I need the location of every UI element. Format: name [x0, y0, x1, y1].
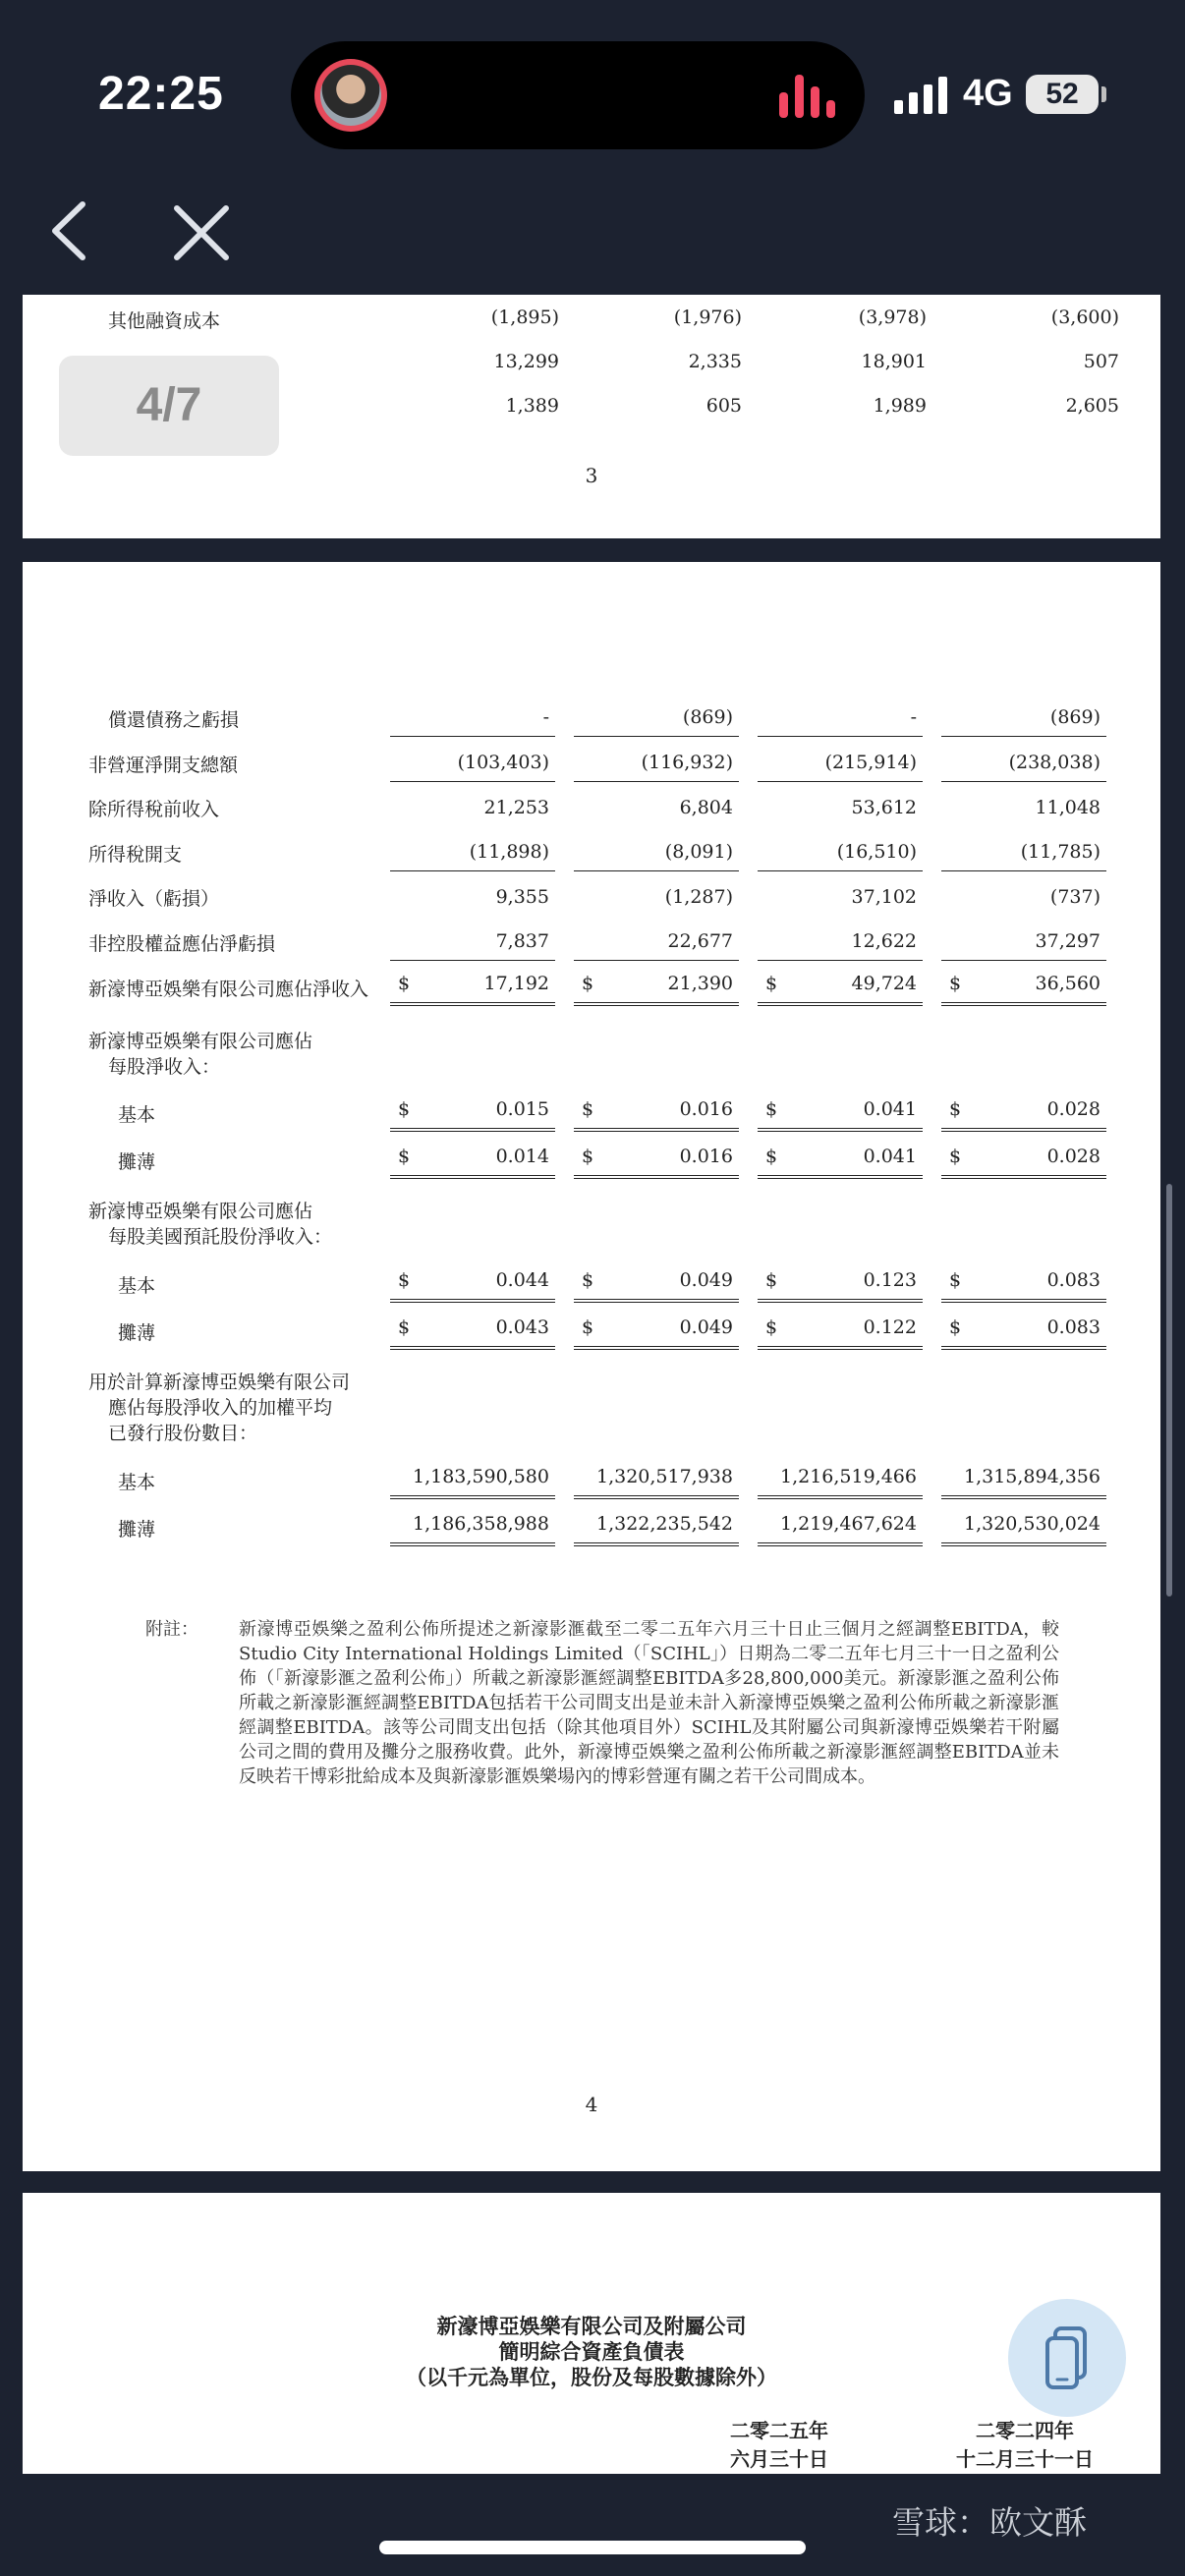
cell-value: -	[542, 706, 549, 728]
row-label: 所得稅開支	[88, 844, 183, 866]
cell-value: (8,091)	[664, 841, 733, 863]
cell-value: 605	[705, 395, 742, 417]
scrollbar[interactable]	[1166, 1184, 1172, 1596]
watermark: 雪球：欧文酥	[892, 2503, 1087, 2542]
back-button[interactable]	[43, 196, 102, 265]
table-row	[23, 787, 1160, 826]
cell-value: 2,335	[688, 351, 742, 372]
cell-value: 13,299	[493, 351, 559, 372]
cell-value: 11,048	[1035, 797, 1100, 818]
cell-value: 0.015	[495, 1098, 549, 1120]
heading-line: 應佔每股淨收入的加權平均	[108, 1397, 333, 1419]
currency-symbol: $	[398, 1146, 411, 1167]
cell-value: 37,297	[1035, 930, 1100, 952]
cell-value: 0.016	[679, 1098, 733, 1120]
row-label: 新濠博亞娛樂有限公司應佔淨收入	[88, 979, 369, 1000]
currency-symbol: $	[398, 973, 411, 994]
cell-value: 0.083	[1046, 1269, 1100, 1291]
close-button[interactable]	[169, 200, 234, 265]
row-label: 基本	[118, 1104, 156, 1126]
cell-value: (3,978)	[858, 307, 927, 328]
currency-symbol: $	[765, 1098, 778, 1120]
cell-value: 21,253	[483, 797, 549, 818]
currency-symbol: $	[765, 1269, 778, 1291]
table-row	[23, 832, 1160, 871]
row-label: 攤薄	[118, 1322, 156, 1344]
currency-symbol: $	[398, 1269, 411, 1291]
currency-symbol: $	[765, 1316, 778, 1338]
avatar[interactable]	[314, 59, 387, 132]
cell-value: (16,510)	[836, 841, 917, 863]
cell-value: 1,219,467,624	[779, 1513, 917, 1535]
currency-symbol: $	[582, 1146, 594, 1167]
table-row	[23, 1507, 1160, 1546]
cell-value: 0.122	[863, 1316, 917, 1338]
currency-symbol: $	[949, 1269, 962, 1291]
date-line: 二零二四年	[976, 2419, 1074, 2442]
cell-value: 6,804	[679, 797, 733, 818]
column-date-2025	[701, 2415, 858, 2472]
cell-value: (869)	[682, 706, 733, 728]
column-date-2024	[936, 2415, 1113, 2472]
cell-value: 37,102	[851, 886, 917, 908]
document-page-4[interactable]	[23, 562, 1160, 2171]
table-row	[23, 1460, 1160, 1499]
cell-value: 2,605	[1065, 395, 1119, 417]
cell-value: 0.028	[1046, 1098, 1100, 1120]
cell-value: (3,600)	[1050, 307, 1119, 328]
cell-value: (737)	[1049, 886, 1100, 908]
page-number: 4	[585, 2093, 598, 2116]
currency-symbol: $	[765, 1146, 778, 1167]
currency-symbol: $	[949, 1316, 962, 1338]
row-label: 其他融資成本	[108, 310, 221, 332]
heading-line: 新濠博亞娛樂有限公司應佔	[88, 1201, 313, 1222]
row-label: 非控股權益應佔淨虧損	[88, 933, 276, 955]
cell-value: 1,322,235,542	[595, 1513, 733, 1535]
row-label: 除所得稅前收入	[88, 799, 220, 820]
table-row	[23, 1092, 1160, 1132]
row-label: 攤薄	[118, 1519, 156, 1540]
date-line: 二零二五年	[730, 2419, 828, 2442]
cell-value: 0.044	[495, 1269, 549, 1291]
table-row	[23, 1311, 1160, 1350]
cell-value: (869)	[1049, 706, 1100, 728]
row-label: 償還債務之虧損	[108, 709, 240, 731]
cell-value: -	[910, 706, 917, 728]
cell-value: 507	[1083, 351, 1119, 372]
cell-value: 0.043	[495, 1316, 549, 1338]
cell-value: 0.049	[679, 1316, 733, 1338]
cell-value: 1,320,530,024	[963, 1513, 1100, 1535]
cell-value: 49,724	[851, 973, 917, 994]
table-row	[23, 876, 1160, 916]
table-row	[23, 743, 1160, 782]
cell-value: 1,389	[505, 395, 559, 417]
row-label: 淨收入（虧損）	[88, 888, 220, 910]
cell-value: 18,901	[861, 351, 927, 372]
battery-icon	[1101, 86, 1106, 102]
currency-symbol: $	[398, 1316, 411, 1338]
currency-symbol: $	[398, 1098, 411, 1120]
cell-value: (11,785)	[1020, 841, 1100, 863]
dynamic-island[interactable]	[291, 41, 865, 149]
cell-value: 0.028	[1046, 1146, 1100, 1167]
cell-value: (1,976)	[673, 307, 742, 328]
currency-symbol: $	[949, 1098, 962, 1120]
table-row	[23, 698, 1160, 737]
row-label: 攤薄	[118, 1151, 156, 1173]
section-heading-ads	[88, 1199, 332, 1250]
heading-line: 每股美國預託股份淨收入：	[108, 1226, 333, 1248]
page-number: 3	[585, 464, 598, 487]
table-row	[23, 922, 1160, 961]
cell-value: 0.016	[679, 1146, 733, 1167]
cell-value: (1,287)	[664, 886, 733, 908]
phone-copy-icon	[1008, 2299, 1126, 2417]
heading-line: 已發行股份數目：	[108, 1423, 258, 1444]
date-line: 六月三十日	[730, 2447, 828, 2471]
cell-value: 0.041	[863, 1098, 917, 1120]
row-label: 基本	[118, 1275, 156, 1297]
cell-value: 1,186,358,988	[412, 1513, 549, 1535]
row-label: 基本	[118, 1472, 156, 1493]
section-heading-eps	[88, 1029, 312, 1080]
balance-sheet-subtitle: 簡明綜合資產負債表	[498, 2339, 685, 2364]
table-row	[23, 967, 1160, 1006]
section-heading-shares	[88, 1370, 350, 1446]
cell-value: (116,932)	[641, 752, 733, 773]
cell-value: (215,914)	[824, 752, 917, 773]
cell-value: 1,989	[873, 395, 927, 417]
currency-symbol: $	[949, 1146, 962, 1167]
cell-value: 0.083	[1046, 1316, 1100, 1338]
heading-line: 每股淨收入：	[108, 1056, 221, 1078]
cell-value: 0.049	[679, 1269, 733, 1291]
cell-value: 1,183,590,580	[412, 1466, 549, 1487]
cell-value: 53,612	[851, 797, 917, 818]
cell-value: (238,038)	[1008, 752, 1100, 773]
row-label: 非營運淨開支總額	[88, 755, 239, 776]
footnote-tag: 附註：	[145, 1619, 198, 1640]
status-bar	[0, 0, 1185, 187]
cell-value: 12,622	[851, 930, 917, 952]
currency-symbol: $	[949, 973, 962, 994]
cell-value: 9,355	[495, 886, 549, 908]
footnote-text: 新濠博亞娛樂之盈利公佈所提述之新濠影滙截至二零二五年六月三十日止三個月之經調整EBITDA，較Studio City International Holdings Limited（「SCIHL」）日期為二零二五年七月三十一日之盈利公佈（「新濠影滙之盈利公佈」）所載之新濠影滙經調整EBITDA多28,800,000美元。新濠影滙之盈利公佈所載之新濠影滙經調整EBITDA包括若干公司間支出是並未計入新濠博亞娛樂之盈利公佈所載之新濠影滙經調整EBITDA。該等公司間支出包括（除其他項目外）SCIHL及其附屬公司與新濠博亞娛樂若干附屬公司之間的費用及攤分之服務收費。此外，新濠博亞娛樂之盈利公佈所載之新濠影滙經調整EBITDA並未反映若干博彩批給成本及與新濠影滙娛樂場內的博彩營運有關之若干公司間成本。	[239, 1619, 1059, 1787]
chevron-left-icon	[43, 196, 102, 265]
status-time: 22:25	[98, 68, 224, 120]
cell-value: 1,315,894,356	[963, 1466, 1100, 1487]
table-row	[23, 1263, 1160, 1303]
currency-symbol: $	[582, 973, 594, 994]
currency-symbol: $	[582, 1098, 594, 1120]
cell-value: 0.014	[495, 1146, 549, 1167]
home-indicator[interactable]	[379, 2541, 806, 2554]
cell-value: 21,390	[667, 973, 733, 994]
cell-value: (103,403)	[457, 752, 549, 773]
date-line: 十二月三十一日	[956, 2447, 1094, 2471]
cellular-signal-icon	[894, 75, 947, 114]
cell-value: (11,898)	[469, 841, 549, 863]
cell-value: (1,895)	[490, 307, 559, 328]
balance-sheet-title: 新濠博亞娛樂有限公司及附屬公司	[436, 2314, 747, 2338]
cell-value: 1,216,519,466	[779, 1466, 917, 1487]
cell-value: 1,320,517,938	[595, 1466, 733, 1487]
close-icon	[169, 200, 234, 265]
network-type: 4G	[963, 73, 1013, 114]
heading-line: 新濠博亞娛樂有限公司應佔	[88, 1031, 313, 1052]
page-counter: 4/7	[59, 356, 279, 456]
balance-sheet-unit-note: （以千元為單位，股份及每股數據除外）	[406, 2365, 777, 2389]
currency-symbol: $	[582, 1269, 594, 1291]
currency-symbol: $	[582, 1316, 594, 1338]
battery-level: 52	[1026, 75, 1099, 114]
cell-value: 17,192	[483, 973, 549, 994]
heading-line: 用於計算新濠博亞娛樂有限公司	[88, 1372, 351, 1393]
cell-value: 0.123	[863, 1269, 917, 1291]
table-row	[23, 1140, 1160, 1179]
audio-activity-icon	[779, 73, 835, 118]
document-page-5[interactable]	[23, 2193, 1160, 2474]
switch-view-button[interactable]	[1008, 2299, 1126, 2417]
cell-value: 22,677	[667, 930, 733, 952]
cell-value: 0.041	[863, 1146, 917, 1167]
cell-value: 7,837	[495, 930, 549, 952]
cell-value: 36,560	[1035, 973, 1100, 994]
currency-symbol: $	[765, 973, 778, 994]
